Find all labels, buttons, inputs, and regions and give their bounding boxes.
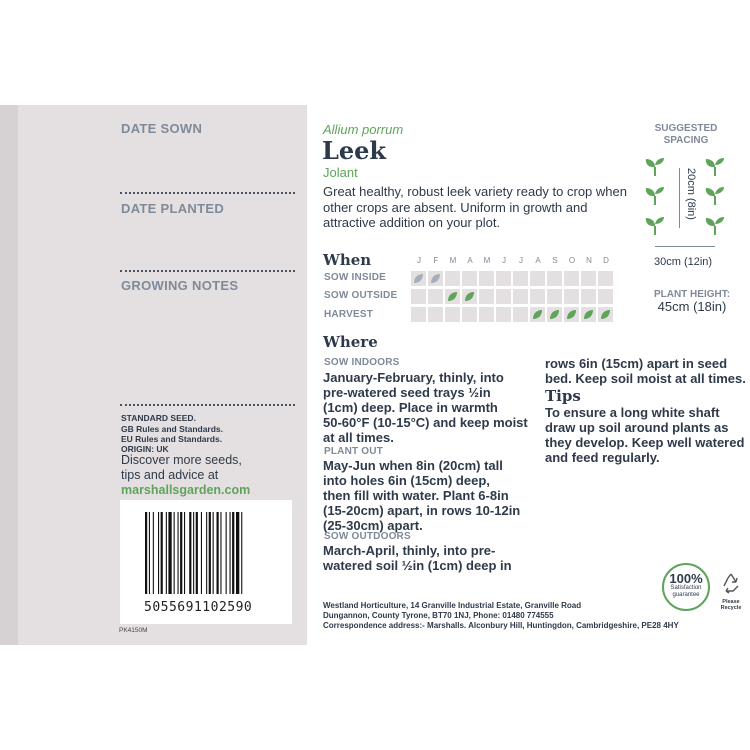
leaf-icon	[566, 309, 577, 320]
row-label-sow-outside: SOW OUTSIDE	[324, 290, 398, 301]
plant-height-value: 45cm (18in)	[657, 299, 727, 314]
row-spacing-value: 30cm (12in)	[654, 256, 713, 268]
calendar-cell	[428, 271, 443, 286]
calendar-cell	[445, 271, 460, 286]
date-sown-label: DATE SOWN	[121, 121, 203, 136]
leaf-icon	[413, 273, 424, 284]
calendar-cell	[547, 307, 562, 322]
page-title: Leek	[322, 136, 387, 165]
leaf-icon	[583, 309, 594, 320]
seedling-icon	[644, 186, 666, 206]
row-spacing-marker	[655, 246, 715, 247]
month-label: A	[535, 256, 541, 265]
calendar-cell	[564, 289, 579, 304]
month-label: S	[552, 256, 558, 265]
discover-text-2: tips and advice at	[121, 468, 219, 482]
calendar-cell	[564, 271, 579, 286]
growing-notes-line[interactable]	[120, 404, 295, 406]
barcode-bars	[145, 512, 267, 594]
date-planted-label: DATE PLANTED	[121, 201, 225, 216]
calendar-cell	[445, 289, 460, 304]
address-line-1: Westland Horticulture, 14 Granville Industrial Estate, Granville Road	[323, 601, 582, 610]
row-label-sow-inside: SOW INSIDE	[324, 272, 387, 283]
calendar-cell	[513, 289, 528, 304]
leaf-icon	[549, 309, 560, 320]
growing-notes-label: GROWING NOTES	[121, 278, 239, 293]
leaf-icon	[600, 309, 611, 320]
where-heading: Where	[323, 333, 378, 351]
seedling-icon	[704, 157, 726, 177]
calendar-cell	[428, 289, 443, 304]
gb-rules-text: GB Rules and Standards.	[121, 424, 224, 434]
plant-spacing-marker	[679, 168, 680, 228]
sow-indoors-label: SOW INDOORS	[324, 357, 400, 368]
calendar-cell	[598, 307, 613, 322]
calendar-cell	[479, 271, 494, 286]
calendar-cell	[479, 289, 494, 304]
calendar-cell	[530, 271, 545, 286]
calendar-cell	[530, 289, 545, 304]
origin-text: ORIGIN: UK	[121, 444, 169, 454]
product-code: PK4150M	[119, 627, 148, 634]
calendar-cell	[479, 307, 494, 322]
calendar-cell	[496, 307, 511, 322]
address-line-2: Dungannon, County Tyrone, BT70 1NJ, Phone: 01480 774555	[323, 611, 554, 620]
calendar-cell	[462, 307, 477, 322]
plant-spacing-value: 20cm (8in)	[685, 168, 697, 220]
month-label: M	[449, 256, 457, 265]
calendar-cell	[462, 271, 477, 286]
calendar-cell	[496, 271, 511, 286]
tips-heading: Tips	[545, 387, 581, 405]
leaf-icon	[430, 273, 441, 284]
leaf-icon	[447, 291, 458, 302]
sow-outdoors-label: SOW OUTDOORS	[324, 531, 411, 542]
calendar-cell	[411, 271, 426, 286]
tips-text: To ensure a long white shaft draw up soil around plants as they develop. Keep well watered and feed regularly.	[545, 405, 745, 465]
calendar-cell	[581, 307, 596, 322]
date-sown-line[interactable]	[120, 192, 295, 194]
recycle-icon: Please Recycle	[718, 572, 744, 612]
month-label: M	[483, 256, 491, 265]
sow-outdoors-continued: rows 6in (15cm) apart in seed bed. Keep soil moist at all times.	[545, 356, 746, 386]
calendar-cell	[513, 307, 528, 322]
date-planted-line[interactable]	[120, 270, 295, 272]
sow-outdoors-text: March-April, thinly, into pre- watered soil ½in (1cm) deep in	[323, 543, 512, 573]
month-label: O	[568, 256, 576, 265]
month-label: D	[603, 256, 609, 265]
suggested-spacing-heading: SUGGESTED SPACING	[654, 123, 718, 146]
calendar-cell	[598, 271, 613, 286]
leaf-icon	[464, 291, 475, 302]
variety-name: Jolant	[323, 165, 358, 180]
month-label: J	[519, 256, 523, 265]
seedling-icon	[644, 216, 666, 236]
calendar-cell	[547, 271, 562, 286]
calendar-cell	[530, 307, 545, 322]
website-link[interactable]: marshallsgarden.com	[121, 483, 251, 497]
calendar-cell	[462, 289, 477, 304]
eu-rules-text: EU Rules and Standards.	[121, 434, 223, 444]
when-heading: When	[323, 251, 372, 269]
month-label: J	[502, 256, 506, 265]
recycle-symbol-icon	[721, 572, 741, 594]
calendar-cell	[411, 289, 426, 304]
calendar-cell	[496, 289, 511, 304]
plant-height-label: PLANT HEIGHT:	[653, 289, 731, 300]
calendar-cell	[513, 271, 528, 286]
latin-name: Allium porrum	[323, 122, 404, 137]
calendar-cell	[547, 289, 562, 304]
plant-out-text: May-Jun when 8in (20cm) tall into holes 6in (15cm) deep, then fill with water. Plant 6-8in (15-20cm) apart, in rows 10-12in (25-30cm) apart.	[323, 458, 521, 533]
seedling-icon	[704, 186, 726, 206]
calendar-cell	[581, 271, 596, 286]
month-label: F	[433, 256, 439, 265]
satisfaction-guarantee-badge: 100% Satisfaction guarantee	[662, 563, 710, 611]
discover-text-1: Discover more seeds,	[121, 453, 242, 467]
calendar-cell	[598, 289, 613, 304]
calendar-cell	[428, 307, 443, 322]
month-label: J	[417, 256, 421, 265]
leaf-icon	[532, 309, 543, 320]
month-label: A	[467, 256, 473, 265]
standard-seed-text: STANDARD SEED.	[121, 413, 196, 423]
row-label-harvest: HARVEST	[324, 309, 374, 320]
calendar-cell	[581, 289, 596, 304]
seedling-icon	[644, 157, 666, 177]
sow-indoors-text: January-February, thinly, into pre-watered seed trays ½in (1cm) deep. Place in warmth 50-60°F (10-15°C) and keep moist at all times.	[323, 370, 528, 445]
seedling-icon	[704, 216, 726, 236]
barcode-number: 5055691102590	[144, 600, 253, 615]
calendar-cell	[411, 307, 426, 322]
description: Great healthy, robust leek variety ready to crop when other crops are absent. Uniform in growth and attractive addition on your plot.	[323, 184, 627, 230]
panel-fold-strip	[0, 105, 18, 645]
month-label: N	[586, 256, 592, 265]
plant-out-label: PLANT OUT	[324, 446, 384, 457]
barcode	[120, 500, 292, 624]
calendar-cell	[564, 307, 579, 322]
address-line-3: Correspondence address:- Marshalls. Alconbury Hill, Huntingdon, Cambridgeshire, PE28 4HY	[323, 621, 679, 630]
calendar-cell	[445, 307, 460, 322]
